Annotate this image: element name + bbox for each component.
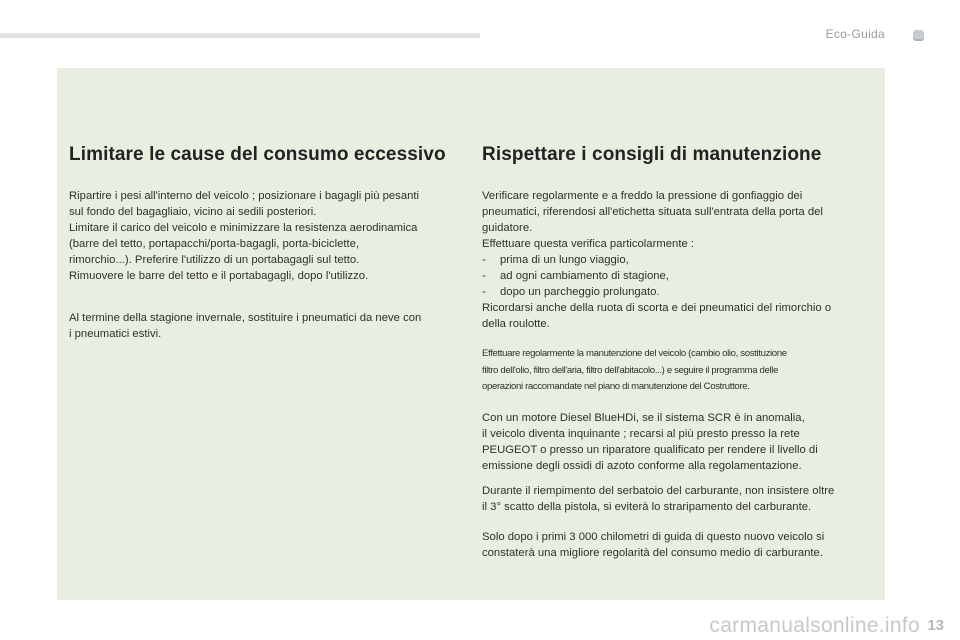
page-number: 13 [927,617,944,634]
right-heading: Rispettare i consigli di manutenzione [482,144,822,165]
bullet-item: - prima di un lungo viaggio, [482,254,629,266]
mileage-paragraph: Solo dopo i primi 3 000 chilometri di guida di questo nuovo veicolo si constaterà una migliore regolarità del consumo medio di carburante. [482,530,825,559]
fuel-paragraph: Durante il riempimento del serbatoio del carburante, non insistere oltre il 3° scatto della pistola, si eviterà lo straripamento del carburante. [482,484,835,513]
tyre-pressure-paragraph: Verificare regolarmente e a freddo la pressione di gonfiaggio dei pneumatici, riferendosi all'etichetta situata sull'entrata della porta del guidatore. Effettuare questa verifica particolarmente : [482,190,823,250]
page-corner-icon [913,30,924,41]
left-paragraph-1: Ripartire i pesi all'interno del veicolo ; posizionare i bagagli più pesanti sul fondo del bagagliaio, vicino ai sedili posteriori. Limitare il carico del veicolo e minimizzare la resistenza aerodinamica (barre del tetto, portapacchi/porta-bagagli, porta-biciclette, rimorchio...). Preferire l'utilizzo di un portabagagli sul tetto. Rimuovere le barre del tetto e il portabagagli, dopo l'utilizzo. [69,190,420,282]
left-column [69,144,459,342]
bullet-item: - dopo un parcheggio prolungato. [482,286,660,298]
content-panel [57,68,885,600]
header-rule [0,33,480,38]
spare-wheel-paragraph: Ricordarsi anche della ruota di scorta e dei pneumatici del rimorchio o della roulotte. [482,302,832,330]
bullet-item: - ad ogni cambiamento di stagione, [482,270,669,282]
left-paragraph-2: Al termine della stagione invernale, sostituire i pneumatici da neve con i pneumatici estivi. [69,312,422,340]
watermark: carmanualsonline.info [709,614,920,637]
section-title: Eco-Guida [825,27,885,41]
left-heading: Limitare le cause del consumo eccessivo [69,144,446,165]
scr-paragraph: Con un motore Diesel BlueHDi, se il sistema SCR è in anomalia, il veicolo diventa inquinante ; recarsi al più presto presso la rete PEUGEOT o presso un riparatore qualificato per rendere il livello di emissione degli ossidi di azoto conforme alla regolamentazione. [482,411,818,472]
maintenance-note: Effettuare regolarmente la manutenzione del veicolo (cambio olio, sostituzione filtro dell'olio, filtro dell'aria, filtro dell'abitacolo...) e seguire il programma delle operazioni raccomandate nel piano di manutenzione del Costruttore. [482,348,787,392]
right-column [482,144,874,561]
